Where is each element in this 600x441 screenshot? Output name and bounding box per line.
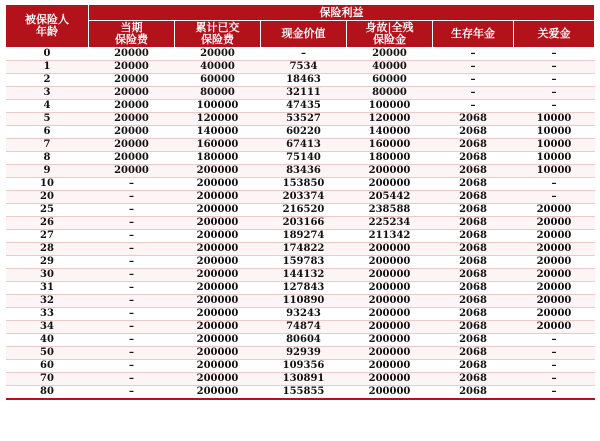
table-cell: 200000 [347, 295, 433, 308]
table-cell: 120000 [175, 113, 261, 126]
table-cell: 2068 [433, 217, 514, 230]
table-cell: 200000 [175, 347, 261, 360]
table-cell: 200000 [175, 204, 261, 217]
table-cell: 200000 [347, 165, 433, 178]
table-cell: 47435 [261, 100, 347, 113]
table-cell: – [433, 87, 514, 100]
table-cell: 20000 [514, 217, 595, 230]
table-cell: 2068 [433, 165, 514, 178]
column-header-line: 身故|全残 [365, 21, 414, 34]
table-cell: 2068 [433, 386, 514, 400]
table-cell: – [514, 61, 595, 74]
table-row [6, 126, 595, 139]
table-cell: 200000 [347, 373, 433, 386]
table-cell: – [89, 256, 175, 269]
table-cell: 20000 [514, 204, 595, 217]
table-cell: 200000 [175, 269, 261, 282]
table-cell: 200000 [175, 178, 261, 191]
table-cell: – [261, 48, 347, 61]
table-row [6, 269, 595, 282]
table-cell: 200000 [347, 178, 433, 191]
table-cell: 93243 [261, 308, 347, 321]
table-cell: 180000 [175, 152, 261, 165]
table-cell: 20000 [175, 48, 261, 61]
table-cell: – [514, 100, 595, 113]
column-header [347, 21, 433, 48]
table-cell: – [89, 282, 175, 295]
table-row [6, 373, 595, 386]
column-header [433, 21, 514, 48]
age-cell: 10 [6, 178, 89, 191]
table-cell: 2068 [433, 373, 514, 386]
table-cell: 2068 [433, 204, 514, 217]
table-cell: 216520 [261, 204, 347, 217]
table-cell: 153850 [261, 178, 347, 191]
table-cell: 80604 [261, 334, 347, 347]
column-header [261, 21, 347, 48]
table-cell: 160000 [347, 139, 433, 152]
table-row [6, 256, 595, 269]
table-cell: 200000 [175, 334, 261, 347]
table-cell: – [89, 386, 175, 400]
table-row [6, 191, 595, 204]
column-header [175, 21, 261, 48]
table-cell: 2068 [433, 230, 514, 243]
table-cell: 80000 [175, 87, 261, 100]
age-cell: 26 [6, 217, 89, 230]
table-cell: 160000 [175, 139, 261, 152]
table-cell: – [89, 191, 175, 204]
table-cell: 200000 [175, 217, 261, 230]
age-cell: 33 [6, 308, 89, 321]
table-cell: – [514, 386, 595, 400]
table-cell: 2068 [433, 360, 514, 373]
age-cell: 7 [6, 139, 89, 152]
table-cell: 200000 [175, 308, 261, 321]
table-cell: 7534 [261, 61, 347, 74]
table-cell: 20000 [514, 295, 595, 308]
table-cell: – [89, 230, 175, 243]
table-row [6, 347, 595, 360]
age-cell: 80 [6, 386, 89, 400]
table-cell: 20000 [89, 61, 175, 74]
table-cell: – [514, 87, 595, 100]
table-cell: – [89, 347, 175, 360]
table-cell: 20000 [89, 87, 175, 100]
table-cell: 200000 [175, 256, 261, 269]
table-cell: – [514, 178, 595, 191]
table-cell: 10000 [514, 126, 595, 139]
table-cell: 200000 [175, 230, 261, 243]
table-row [6, 113, 595, 126]
table-row [6, 217, 595, 230]
table-row [6, 48, 595, 61]
table-cell: 211342 [347, 230, 433, 243]
table-row [6, 295, 595, 308]
table-row [6, 282, 595, 295]
table-cell: 130891 [261, 373, 347, 386]
age-cell: 34 [6, 321, 89, 334]
table-cell: 2068 [433, 152, 514, 165]
age-cell: 8 [6, 152, 89, 165]
table-cell: 20000 [514, 321, 595, 334]
table-cell: 109356 [261, 360, 347, 373]
table-cell: 67413 [261, 139, 347, 152]
table-cell: 2068 [433, 347, 514, 360]
table-cell: 2068 [433, 308, 514, 321]
benefit-table-container [5, 4, 594, 400]
column-header [514, 21, 595, 48]
table-row [6, 61, 595, 74]
table-cell: – [89, 321, 175, 334]
table-cell: 2068 [433, 126, 514, 139]
table-cell: 189274 [261, 230, 347, 243]
age-cell: 60 [6, 360, 89, 373]
table-cell: 2068 [433, 256, 514, 269]
table-row [6, 152, 595, 165]
table-cell: 155855 [261, 386, 347, 400]
column-header-line: 累计已交 [195, 21, 240, 34]
table-cell: 10000 [514, 113, 595, 126]
table-cell: 20000 [514, 230, 595, 243]
table-cell: 203166 [261, 217, 347, 230]
table-cell: 40000 [175, 61, 261, 74]
table-cell: 20000 [89, 113, 175, 126]
table-cell: 83436 [261, 165, 347, 178]
table-row [6, 139, 595, 152]
table-cell: 2068 [433, 139, 514, 152]
table-cell: – [514, 191, 595, 204]
table-cell: – [514, 74, 595, 87]
table-row [6, 334, 595, 347]
table-cell: 127843 [261, 282, 347, 295]
age-cell: 70 [6, 373, 89, 386]
table-row [6, 165, 595, 178]
table-cell: 100000 [175, 100, 261, 113]
age-cell: 9 [6, 165, 89, 178]
table-cell: – [89, 295, 175, 308]
table-cell: 20000 [89, 48, 175, 61]
table-cell: 180000 [347, 152, 433, 165]
table-cell: – [89, 269, 175, 282]
table-cell: 60000 [175, 74, 261, 87]
table-cell: 238588 [347, 204, 433, 217]
table-cell: 140000 [347, 126, 433, 139]
table-cell: – [89, 178, 175, 191]
table-cell: 225234 [347, 217, 433, 230]
table-cell: 200000 [175, 321, 261, 334]
table-cell: 20000 [514, 256, 595, 269]
table-cell: 2068 [433, 178, 514, 191]
table-cell: 200000 [347, 321, 433, 334]
table-cell: 205442 [347, 191, 433, 204]
age-cell: 27 [6, 230, 89, 243]
table-cell: 200000 [175, 191, 261, 204]
table-cell: 20000 [514, 269, 595, 282]
table-cell: 200000 [347, 243, 433, 256]
table-row [6, 243, 595, 256]
table-cell: 2068 [433, 282, 514, 295]
column-header-line: 当期 [120, 21, 143, 34]
table-cell: – [89, 360, 175, 373]
benefit-group-header: 保险利益 [89, 5, 595, 21]
table-cell: 92939 [261, 347, 347, 360]
age-cell: 5 [6, 113, 89, 126]
table-cell: 18463 [261, 74, 347, 87]
table-cell: 200000 [347, 256, 433, 269]
table-cell: – [89, 243, 175, 256]
table-cell: 20000 [347, 48, 433, 61]
table-cell: 200000 [347, 269, 433, 282]
table-cell: 32111 [261, 87, 347, 100]
table-cell: 2068 [433, 243, 514, 256]
table-cell: – [433, 74, 514, 87]
table-cell: 60000 [347, 74, 433, 87]
table-cell: 159783 [261, 256, 347, 269]
table-cell: 100000 [347, 100, 433, 113]
table-cell: – [89, 308, 175, 321]
table-cell: – [514, 334, 595, 347]
table-cell: 60220 [261, 126, 347, 139]
table-cell: 10000 [514, 165, 595, 178]
table-cell: 200000 [175, 243, 261, 256]
age-cell: 6 [6, 126, 89, 139]
age-cell: 2 [6, 74, 89, 87]
table-cell: 20000 [89, 139, 175, 152]
table-cell: 200000 [175, 165, 261, 178]
table-cell: 20000 [89, 100, 175, 113]
age-cell: 3 [6, 87, 89, 100]
table-cell: 74874 [261, 321, 347, 334]
table-cell: 200000 [347, 386, 433, 400]
table-row [6, 386, 595, 400]
table-row [6, 87, 595, 100]
table-cell: 140000 [175, 126, 261, 139]
table-cell: 40000 [347, 61, 433, 74]
table-cell: 200000 [175, 295, 261, 308]
table-cell: 20000 [89, 152, 175, 165]
table-cell: – [514, 347, 595, 360]
table-cell: 200000 [347, 282, 433, 295]
table-cell: 120000 [347, 113, 433, 126]
table-cell: 80000 [347, 87, 433, 100]
table-cell: 110890 [261, 295, 347, 308]
table-cell: 200000 [347, 334, 433, 347]
table-cell: – [433, 61, 514, 74]
column-header-line: 保险费 [201, 33, 234, 46]
age-cell: 20 [6, 191, 89, 204]
table-cell: 200000 [175, 282, 261, 295]
column-header-line: 关爱金 [537, 27, 571, 40]
table-cell: 200000 [347, 308, 433, 321]
table-cell: 20000 [514, 282, 595, 295]
age-cell: 28 [6, 243, 89, 256]
table-cell: 2068 [433, 334, 514, 347]
table-cell: – [514, 48, 595, 61]
table-row [6, 204, 595, 217]
table-cell: 20000 [89, 126, 175, 139]
table-row [6, 230, 595, 243]
table-cell: – [89, 373, 175, 386]
age-cell: 40 [6, 334, 89, 347]
table-row [6, 360, 595, 373]
table-cell: 20000 [514, 243, 595, 256]
table-row [6, 74, 595, 87]
table-cell: 2068 [433, 269, 514, 282]
table-cell: 2068 [433, 321, 514, 334]
table-row [6, 178, 595, 191]
age-cell: 31 [6, 282, 89, 295]
age-column-header [6, 5, 89, 48]
table-cell: 2068 [433, 113, 514, 126]
table-cell: 200000 [175, 386, 261, 400]
table-cell: 144132 [261, 269, 347, 282]
table-cell: 20000 [514, 308, 595, 321]
table-row [6, 308, 595, 321]
age-header-line: 年龄 [36, 25, 58, 38]
table-cell: – [89, 334, 175, 347]
age-header-line: 被保险人 [25, 13, 69, 26]
table-cell: 20000 [89, 165, 175, 178]
column-header-line: 保险金 [373, 33, 406, 46]
table-cell: – [89, 204, 175, 217]
table-cell: 53527 [261, 113, 347, 126]
age-cell: 4 [6, 100, 89, 113]
table-cell: – [89, 217, 175, 230]
age-cell: 25 [6, 204, 89, 217]
insurance-benefit-table [5, 4, 595, 400]
age-cell: 50 [6, 347, 89, 360]
table-cell: 2068 [433, 295, 514, 308]
table-cell: – [433, 48, 514, 61]
age-cell: 1 [6, 61, 89, 74]
age-cell: 29 [6, 256, 89, 269]
table-row [6, 100, 595, 113]
table-cell: 200000 [175, 360, 261, 373]
column-header-line: 现金价值 [281, 27, 326, 40]
age-cell: 32 [6, 295, 89, 308]
table-row [6, 321, 595, 334]
table-cell: 75140 [261, 152, 347, 165]
age-cell: 30 [6, 269, 89, 282]
table-cell: – [433, 100, 514, 113]
table-cell: 200000 [347, 347, 433, 360]
column-header-line: 保险费 [115, 33, 148, 46]
table-cell: 20000 [89, 74, 175, 87]
table-cell: 203374 [261, 191, 347, 204]
table-cell: 10000 [514, 139, 595, 152]
table-cell: 200000 [175, 373, 261, 386]
age-cell: 0 [6, 48, 89, 61]
table-cell: – [514, 373, 595, 386]
table-cell: – [514, 360, 595, 373]
column-header-line: 生存年金 [451, 27, 495, 40]
table-cell: 10000 [514, 152, 595, 165]
column-header [89, 21, 175, 48]
table-cell: 2068 [433, 191, 514, 204]
table-cell: 174822 [261, 243, 347, 256]
table-cell: 200000 [347, 360, 433, 373]
